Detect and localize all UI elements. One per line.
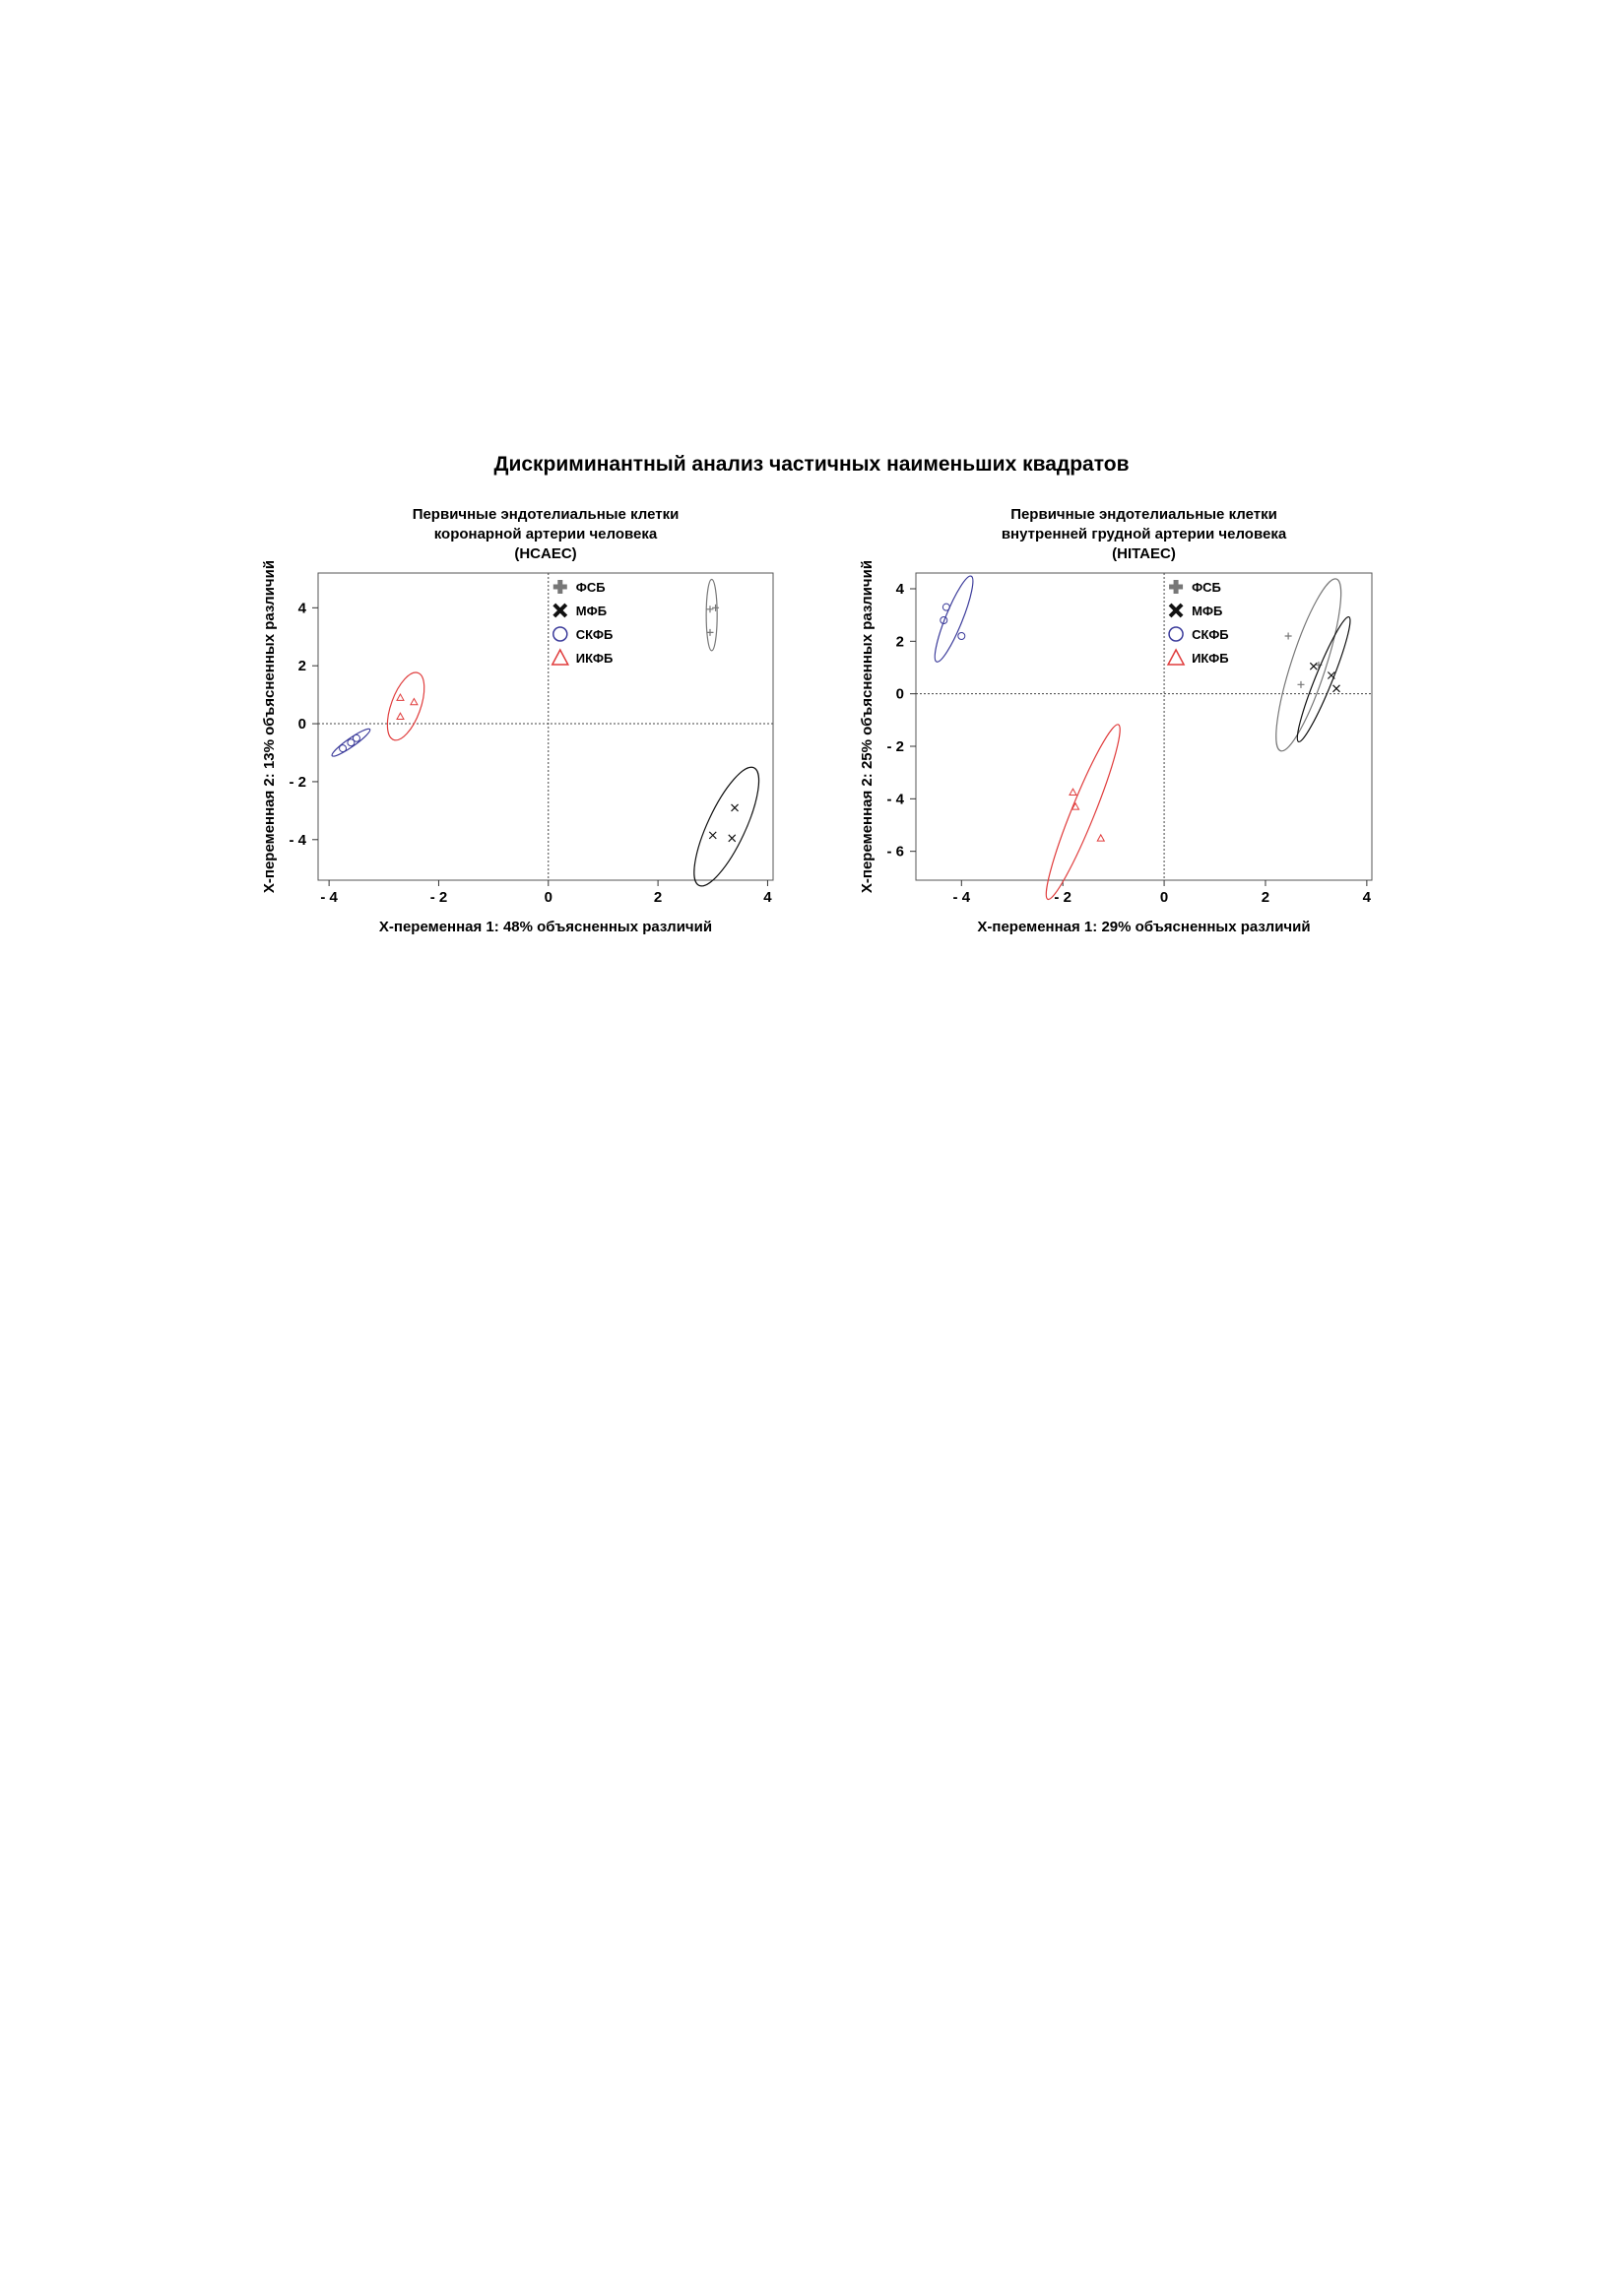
y-axis-label: X-переменная 2: 13% объясненных различий <box>261 559 278 894</box>
series-group <box>706 580 719 651</box>
legend-item <box>554 604 607 618</box>
series-group <box>1265 574 1353 756</box>
data-point <box>712 605 719 611</box>
data-point <box>709 832 716 839</box>
legend-item <box>1169 627 1229 642</box>
plot-frame <box>318 573 773 880</box>
panel-title-line: Первичные эндотелиальные клетки <box>1010 506 1277 523</box>
panel-title-line: внутренней грудной артерии человека <box>1001 526 1287 542</box>
scatter-chart-hcaec <box>251 502 772 955</box>
legend-item <box>1169 580 1221 595</box>
y-tick-label: 2 <box>895 633 904 651</box>
data-point <box>1097 835 1104 841</box>
legend-label: ФСБ <box>1192 580 1221 595</box>
legend-item <box>553 580 606 595</box>
legend-triangle-icon <box>1168 650 1184 665</box>
y-axis-label: X-переменная 2: 25% объясненных различий <box>859 559 876 894</box>
x-tick-label: 4 <box>1362 889 1372 906</box>
chart-panel-hcaec <box>251 502 772 955</box>
y-tick-label: 2 <box>297 658 306 675</box>
chart-panel-hitaec <box>847 502 1372 955</box>
y-tick-label: 0 <box>297 716 306 733</box>
data-point <box>729 835 736 842</box>
data-point <box>1070 789 1076 795</box>
y-tick-label: - 4 <box>289 831 306 849</box>
y-tick-label: - 2 <box>886 738 904 755</box>
x-tick-label: - 2 <box>429 889 448 906</box>
panel-title-line: (HCAEC) <box>514 545 577 562</box>
data-point <box>340 745 347 752</box>
y-tick-label: 4 <box>895 581 904 598</box>
x-tick-label: 4 <box>763 889 772 906</box>
legend-plus-icon <box>553 580 567 594</box>
figure-title: Дискриминантный анализ частичных наименьших квадратов <box>493 453 1130 476</box>
legend-circle-icon <box>553 627 567 641</box>
plot-frame <box>916 573 1372 880</box>
x-tick-label: - 2 <box>1054 889 1071 906</box>
data-point <box>397 713 404 719</box>
legend-label: ИКФБ <box>1192 651 1229 666</box>
series-group <box>380 668 432 744</box>
data-point <box>411 698 418 704</box>
series-group <box>1037 721 1129 904</box>
scatter-chart-hitaec <box>847 502 1372 955</box>
legend-item <box>1168 650 1229 666</box>
legend-circle-icon <box>1169 627 1183 641</box>
data-point <box>1332 685 1339 692</box>
x-tick-label: - 4 <box>320 889 338 906</box>
legend-x-icon <box>554 605 566 616</box>
series-group <box>1291 613 1357 744</box>
data-point <box>732 804 739 811</box>
legend-label: ИКФБ <box>575 651 614 666</box>
confidence-ellipse <box>929 573 979 665</box>
confidence-ellipse <box>682 760 770 894</box>
y-tick-label: 0 <box>895 685 904 703</box>
data-point <box>1310 663 1317 670</box>
panel-title-line: (HITAEC) <box>1112 545 1176 562</box>
series-group <box>330 726 372 759</box>
x-axis-label: X-переменная 1: 29% объясненных различий <box>977 919 1311 935</box>
y-tick-label: - 4 <box>886 791 904 808</box>
data-point <box>706 606 713 612</box>
data-point <box>1297 681 1304 688</box>
x-tick-label: - 4 <box>952 889 971 906</box>
series-group <box>929 573 979 665</box>
confidence-ellipse <box>1291 613 1357 744</box>
legend-label: ФСБ <box>575 580 606 595</box>
data-point <box>1328 672 1334 679</box>
y-tick-label: - 6 <box>886 843 904 861</box>
x-tick-label: 0 <box>1159 889 1169 906</box>
confidence-ellipse <box>1037 721 1129 904</box>
y-tick-label: 4 <box>297 600 306 617</box>
data-point <box>942 604 949 610</box>
confidence-ellipse <box>706 580 717 651</box>
legend-item <box>1170 604 1222 618</box>
confidence-ellipse <box>380 668 432 744</box>
y-tick-label: - 2 <box>289 773 306 791</box>
legend-label: МФБ <box>575 604 608 618</box>
legend-triangle-icon <box>552 650 568 665</box>
legend-label: СКФБ <box>575 627 614 642</box>
series-group <box>682 760 770 894</box>
legend-label: МФБ <box>1192 604 1223 618</box>
confidence-ellipse <box>1265 574 1353 756</box>
panel-title-line: коронарной артерии человека <box>433 526 658 542</box>
x-tick-label: 2 <box>1261 889 1270 906</box>
x-axis-label: X-переменная 1: 48% объясненных различий <box>378 919 713 935</box>
data-point <box>397 694 404 700</box>
confidence-ellipse <box>330 726 372 759</box>
data-point <box>1285 633 1292 640</box>
data-point <box>348 739 355 746</box>
legend-plus-icon <box>1169 580 1183 594</box>
legend-item <box>553 627 614 642</box>
x-tick-label: 0 <box>544 889 552 906</box>
legend-item <box>552 650 614 666</box>
data-point <box>958 633 965 640</box>
x-tick-label: 2 <box>653 889 663 906</box>
legend-x-icon <box>1170 605 1182 616</box>
legend-label: СКФБ <box>1192 627 1229 642</box>
panel-title-line: Первичные эндотелиальные клетки <box>412 506 680 523</box>
